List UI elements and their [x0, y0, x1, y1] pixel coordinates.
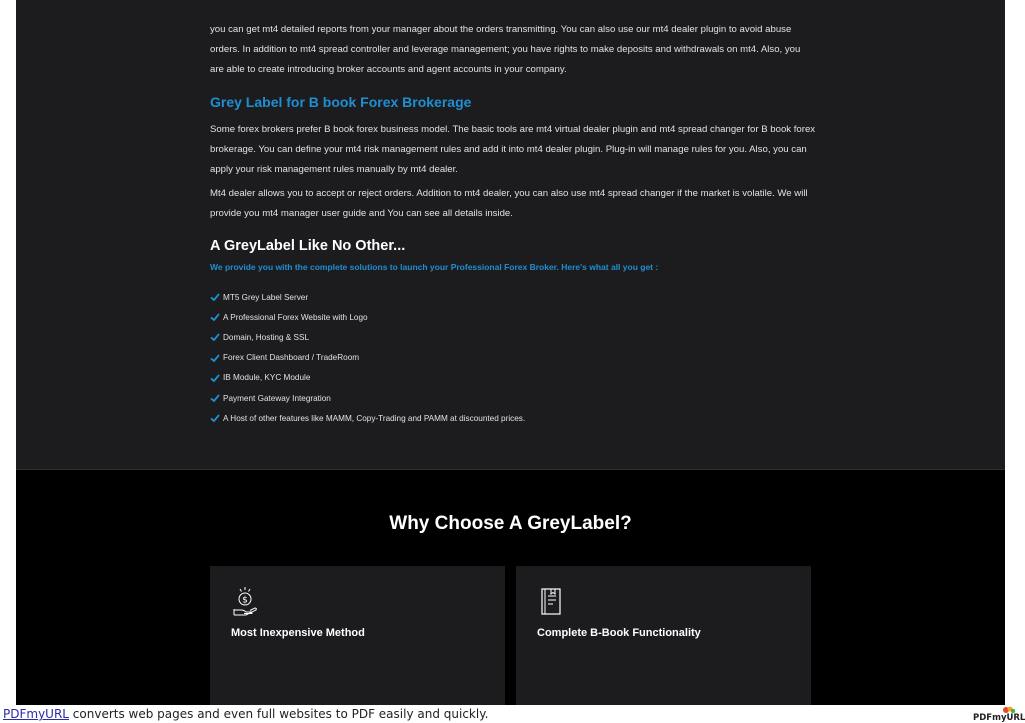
feature-card-bbook[interactable]: [516, 566, 811, 705]
checkmark-icon: [210, 373, 220, 383]
list-item: [210, 307, 816, 327]
bbook-paragraph-2: Mt4 dealer allows you to accept or reject orders. Addition to mt4 dealer, you can also use mt4 spread changer if the market is volatile. We will provide you mt4 manager user guide and You can see all details inside.: [210, 188, 808, 219]
list-item: [210, 368, 816, 388]
footer-text: [3, 707, 488, 721]
money-hand-icon: [231, 586, 259, 618]
list-item: [210, 327, 816, 347]
page: [16, 0, 1005, 705]
card-title: Complete B-Book Functionality: [537, 627, 701, 639]
bbook-paragraph-1: Some forex brokers prefer B book forex business model. The basic tools are mt4 virtual dealer plugin and mt4 spread changer for B book forex brokerage. You can define your mt4 risk management rules and add it into mt4 dealer plugin. Plug-in will manage rules for you. Also, you can apply your risk management rules manually by mt4 dealer.: [210, 124, 816, 175]
pdfmyurl-link[interactable]: PDFmyURL: [3, 707, 69, 721]
checkmark-icon: [210, 413, 220, 423]
checkmark-icon: [210, 332, 220, 342]
feature-label: A Professional Forex Website with Logo: [223, 312, 368, 322]
why-title: Why Choose A GreyLabel?: [389, 513, 632, 534]
list-item: [210, 388, 816, 408]
pdf-footer: [0, 705, 1023, 723]
feature-label: Forex Client Dashboard / TradeRoom: [223, 353, 360, 363]
feature-label: Payment Gateway Integration: [223, 393, 331, 403]
intro-paragraph: you can get mt4 detailed reports from your manager about the orders transmitting. You can also use our mt4 dealer plugin to avoid abuse orders. In addition to mt4 spread controller and leverage management; you have rights to make deposits and withdrawals on mt4. Also, you are able to create introducing broker accounts and agent accounts in your company.: [210, 24, 801, 75]
feature-label: Domain, Hosting & SSL: [223, 332, 310, 342]
why-section: [16, 469, 1005, 706]
feature-label: IB Module, KYC Module: [223, 373, 311, 383]
feature-label: MT5 Grey Label Server: [223, 292, 309, 302]
logo-text: PDFmyURL: [973, 713, 1025, 723]
list-item: [210, 408, 816, 428]
document-icon: [537, 586, 565, 618]
checkmark-icon: [210, 393, 220, 403]
greylabel-subheading: We provide you with the complete solutions to launch your Professional Forex Broker. Here's what all you get :: [210, 262, 659, 272]
bbook-heading: Grey Label for B book Forex Brokerage: [210, 94, 472, 110]
checkmark-icon: [210, 353, 220, 363]
svg-text:$: $: [242, 595, 248, 606]
pdfmyurl-logo[interactable]: [973, 706, 1025, 723]
feature-label: A Host of other features like MAMM, Copy-Trading and PAMM at discounted prices.: [223, 413, 526, 423]
checkmark-icon: [210, 292, 220, 302]
feature-list: [210, 287, 816, 428]
card-title: Most Inexpensive Method: [231, 627, 365, 639]
checkmark-icon: [210, 312, 220, 322]
intro-cut-line: [210, 0, 816, 6]
footer-description: converts web pages and even full websites to PDF easily and quickly.: [68, 707, 489, 721]
list-item: [210, 287, 816, 307]
feature-card-inexpensive[interactable]: [210, 566, 505, 705]
greylabel-heading: A GreyLabel Like No Other...: [210, 238, 406, 254]
content-section: [16, 0, 1005, 469]
list-item: [210, 348, 816, 368]
